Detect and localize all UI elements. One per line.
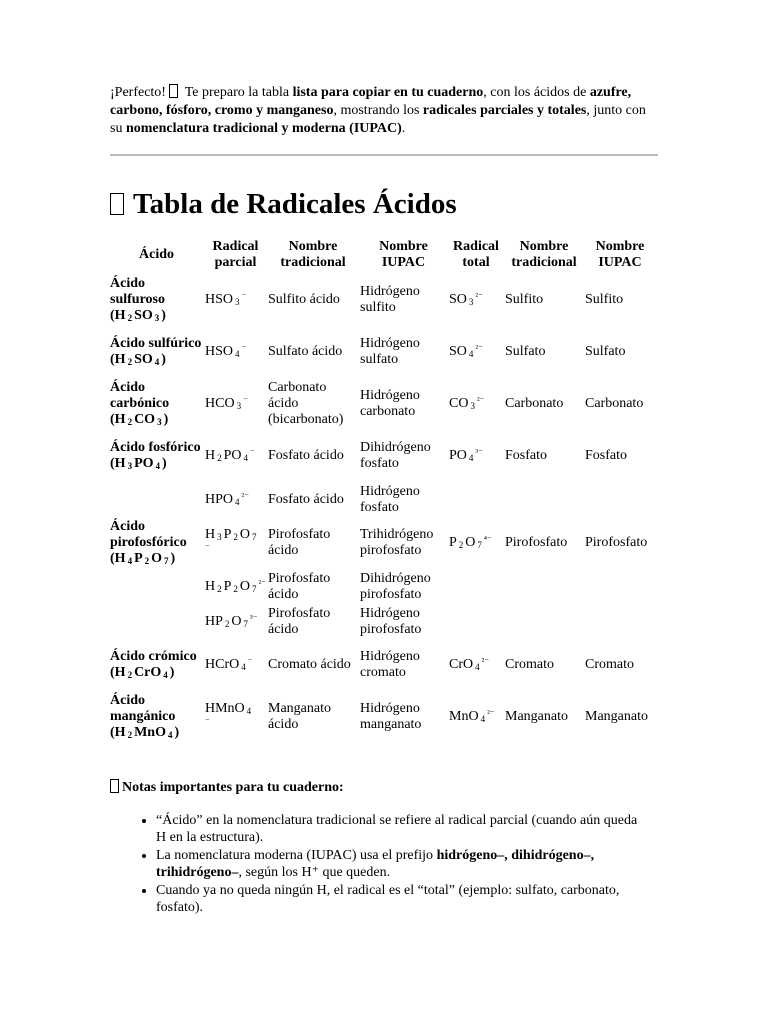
title-text: Tabla de Radicales Ácidos — [133, 188, 457, 220]
total-radical-cell: CrO $_4^{^{2-}}$ — [449, 656, 490, 672]
total-radical-cell: CO $_3^{^{2-}}$ — [449, 395, 485, 411]
partial-traditional-cell: Carbonato ácido (bicarbonato) — [268, 380, 344, 427]
acid-formula: (H $_2$ SO $_4$ ) — [110, 352, 166, 367]
total-iupac-cell: Cromato — [585, 657, 634, 672]
partial-radical-cell: H $_3$ P $_2$ O $_7$ ⁻ — [205, 527, 257, 552]
partial-radical-cell: H $_2$ P $_2$ O $_7^{^{2-}}$ — [205, 577, 266, 594]
partial-iupac-cell: Hidrógeno sulfato — [360, 336, 420, 367]
total-traditional-cell: Carbonato — [505, 396, 564, 411]
table-row — [109, 274, 656, 326]
header-partial-iupac: Nombre IUPAC — [379, 239, 428, 270]
total-iupac-cell: Pirofosfato — [585, 535, 648, 550]
table-header-row — [109, 236, 656, 274]
acid-formula: (H $_2$ CO $_3$ ) — [110, 412, 169, 427]
acid-name: Ácido fosfórico — [110, 440, 201, 455]
intro-paragraph — [110, 84, 660, 138]
header-partial-traditional: Nombre tradicional — [280, 239, 346, 270]
acid-formula: (H $_2$ SO $_3$ ) — [110, 308, 166, 323]
header-total-iupac: Nombre IUPAC — [595, 239, 645, 270]
total-radical-cell — [448, 569, 504, 604]
acid-formula: (H $_4$ P $_2$ O $_7$ ) — [110, 551, 176, 566]
acid-cell — [109, 482, 204, 517]
total-iupac-cell: Carbonato — [585, 396, 644, 411]
intro-bold: lista para copiar en tu cuaderno — [292, 85, 484, 100]
total-radical-cell: P $_2$ O $_7^{^{4-}}$ — [449, 534, 492, 550]
partial-radical-cell: HCrO $_4$⁻ — [205, 656, 253, 672]
acid-cell — [109, 430, 204, 482]
table-row — [109, 604, 656, 639]
partial-radical-cell: HCO $_3$⁻ — [205, 395, 248, 411]
table-row — [109, 482, 656, 517]
note-text: La nomenclatura moderna (IUPAC) usa el prefijo — [156, 848, 437, 863]
total-radical-cell: SO $_4^{^{2-}}$ — [449, 343, 483, 359]
note-text: Cuando ya no queda ningún H, el radical es el “total” (ejemplo: sulfato, carbonato, fosfato). — [156, 883, 620, 915]
acid-name: Ácido sulfuroso — [110, 276, 165, 307]
intro-bold: azufre, carbono, fósforo, cromo y manganeso — [110, 85, 632, 118]
acid-cell — [109, 604, 204, 639]
total-iupac-cell: Fosfato — [585, 448, 627, 463]
partial-radical-cell: H $_2$ PO $_4$⁻ — [205, 447, 255, 463]
partial-iupac-cell: Hidrógeno fosfato — [360, 483, 420, 515]
partial-radical-cell: HMnO $_4$ ⁻ — [205, 701, 252, 726]
table-row — [109, 691, 656, 743]
table-row — [109, 639, 656, 691]
list-item — [156, 812, 650, 846]
table-row — [109, 326, 656, 378]
missing-glyph-icon — [110, 193, 124, 215]
total-traditional-cell — [504, 569, 584, 604]
acid-formula: (H $_3$ PO $_4$ ) — [110, 456, 167, 471]
list-item — [156, 847, 650, 881]
partial-iupac-cell: Dihidrógeno pirofosfato — [360, 570, 431, 602]
notes-heading-text: Notas importantes para tu cuaderno: — [122, 780, 344, 795]
partial-traditional-cell: Sulfato ácido — [268, 344, 343, 359]
partial-traditional-cell: Pirofosfato ácido — [268, 570, 331, 602]
partial-iupac-cell: Hidrógeno sulfito — [360, 284, 420, 315]
acid-formula: (H $_2$ CrO $_4$ ) — [110, 665, 175, 680]
total-radical-cell: PO $_4^{^{3-}}$ — [449, 447, 483, 463]
intro-text: ¡Perfecto! — [110, 85, 170, 100]
total-iupac-cell: Sulfito — [585, 292, 624, 307]
acid-cell — [109, 569, 204, 604]
intro-bold: radicales parciales y totales — [422, 103, 587, 118]
total-traditional-cell: Manganato — [505, 709, 568, 724]
note-text: “Ácido” en la nomenclatura tradicional se refiere al radical parcial (cuando aún queda H en la estructura). — [156, 813, 638, 845]
partial-traditional-cell: Fosfato ácido — [268, 448, 344, 463]
acid-cell — [109, 274, 204, 326]
table-row — [109, 430, 656, 482]
partial-iupac-cell: Trihidrógeno pirofosfato — [360, 527, 434, 558]
page-title — [110, 184, 457, 224]
total-traditional-cell: Sulfito — [505, 292, 544, 307]
missing-glyph-icon — [169, 84, 178, 98]
total-traditional-cell: Fosfato — [505, 448, 547, 463]
intro-text: Te preparo la tabla — [181, 85, 293, 100]
header-total-radical: Radical total — [453, 239, 499, 270]
partial-iupac-cell: Hidrógeno pirofosfato — [360, 605, 422, 637]
total-radical-cell: MnO $_4^{^{2-}}$ — [449, 708, 495, 724]
total-iupac-cell — [584, 482, 656, 517]
partial-traditional-cell: Cromato ácido — [268, 657, 351, 672]
total-iupac-cell — [584, 604, 656, 639]
intro-text: , mostrando los — [333, 103, 423, 118]
total-radical-cell — [448, 482, 504, 517]
partial-traditional-cell: Fosfato ácido — [268, 491, 344, 507]
acid-cell — [109, 639, 204, 691]
partial-iupac-cell: Hidrógeno carbonato — [360, 388, 420, 419]
note-bold: hidrógeno–, dihidrógeno–, trihidrógeno– — [156, 848, 595, 880]
acid-name: Ácido mangánico — [110, 693, 176, 724]
partial-traditional-cell: Pirofosfato ácido — [268, 527, 331, 558]
partial-traditional-cell: Pirofosfato ácido — [268, 605, 331, 637]
total-traditional-cell: Pirofosfato — [505, 535, 568, 550]
horizontal-divider — [110, 154, 658, 156]
partial-traditional-cell: Sulfito ácido — [268, 292, 340, 307]
acid-name: Ácido carbónico — [110, 380, 170, 411]
total-traditional-cell: Cromato — [505, 657, 554, 672]
notes-heading — [110, 779, 344, 797]
acid-cell — [109, 691, 204, 743]
partial-radical-cell: HP $_2$ O $_7^{^{3-}}$ — [205, 612, 258, 629]
total-iupac-cell: Manganato — [585, 709, 648, 724]
note-text: , según los H⁺ que queden. — [238, 865, 391, 880]
acid-formula: (H $_2$ MnO $_4$ ) — [110, 725, 180, 740]
header-total-traditional: Nombre tradicional — [511, 239, 577, 270]
missing-glyph-icon — [110, 779, 119, 793]
table-row — [109, 569, 656, 604]
intro-bold: nomenclatura tradicional y moderna (IUPAC) — [125, 121, 402, 136]
table-row — [109, 378, 656, 430]
acid-cell — [109, 326, 204, 378]
partial-iupac-cell: Hidrógeno manganato — [360, 701, 422, 732]
header-acid: Ácido — [139, 247, 174, 262]
total-traditional-cell — [504, 482, 584, 517]
partial-traditional-cell: Manganato ácido — [268, 701, 331, 732]
intro-text: . — [401, 121, 406, 136]
acid-name: Ácido sulfúrico — [110, 336, 202, 351]
partial-iupac-cell: Dihidrógeno fosfato — [360, 440, 431, 471]
header-partial-radical: Radical parcial — [212, 239, 259, 270]
total-traditional-cell: Sulfato — [505, 344, 546, 359]
partial-radical-cell: HSO $_4$⁻ — [205, 343, 247, 359]
intro-text: , junto con su — [110, 103, 646, 136]
partial-iupac-cell: Hidrógeno cromato — [360, 649, 420, 680]
acid-name: Ácido pirofosfórico — [110, 519, 187, 550]
total-iupac-cell — [584, 569, 656, 604]
acid-name: Ácido crómico — [110, 649, 197, 664]
total-radical-cell: SO $_3^{^{2-}}$ — [449, 291, 483, 307]
total-radical-cell — [448, 604, 504, 639]
table-row — [109, 517, 656, 569]
acid-cell — [109, 517, 204, 569]
notes-list — [110, 812, 650, 917]
acid-cell — [109, 378, 204, 430]
partial-radical-cell: HPO $_4^{^{2-}}$ — [205, 490, 249, 507]
list-item — [156, 882, 650, 916]
total-iupac-cell: Sulfato — [585, 344, 626, 359]
intro-text: , con los ácidos de — [483, 85, 590, 100]
radicals-table — [109, 236, 656, 743]
total-traditional-cell — [504, 604, 584, 639]
partial-radical-cell: HSO $_3$⁻ — [205, 291, 247, 307]
